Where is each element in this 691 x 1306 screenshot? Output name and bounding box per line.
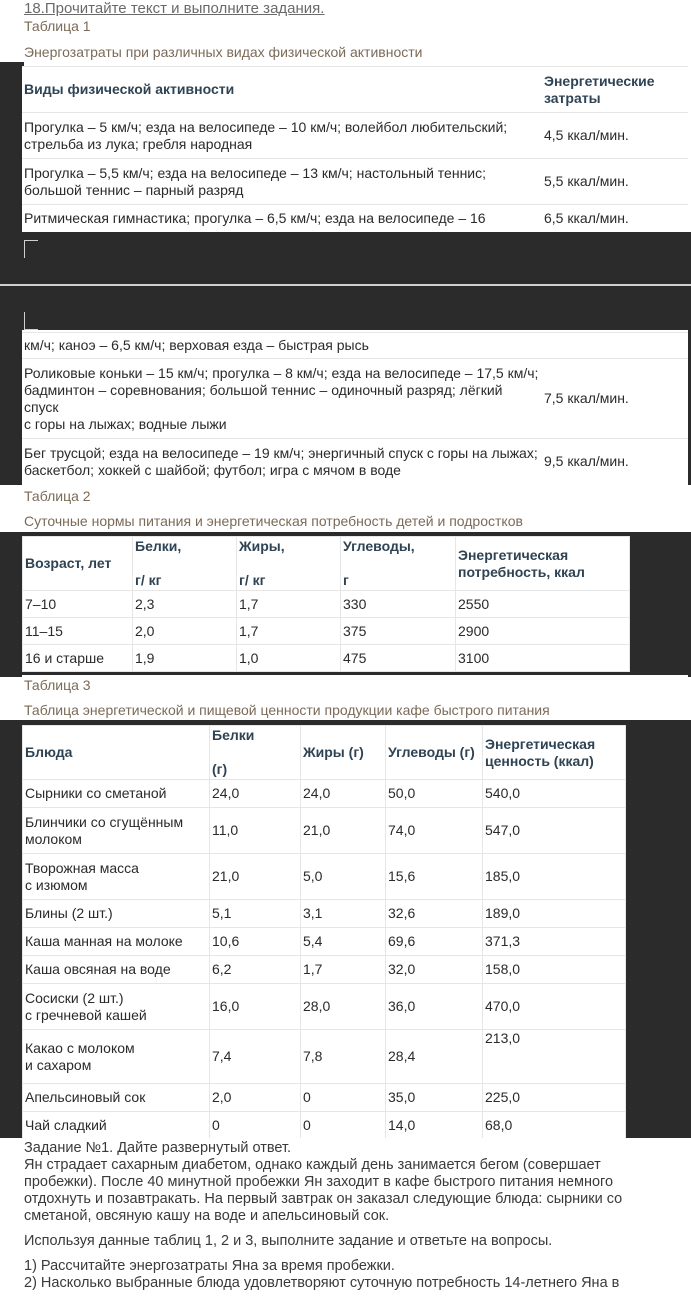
cell: 2,3 bbox=[133, 591, 237, 618]
value-cell: 7,8 bbox=[301, 1030, 386, 1084]
table3 bbox=[22, 725, 626, 1140]
activity-cell: Бег трусцой; езда на велосипеде – 19 км/ч; энергичный спуск с горы на лыжах; баскетбол; хоккей с шайбой; футбол; игра с мячом в воде bbox=[22, 439, 542, 485]
header-protein: Белки (г) bbox=[210, 726, 301, 780]
dish-cell: Блины (2 шт.) bbox=[23, 900, 210, 928]
table-row bbox=[23, 928, 626, 956]
table-row bbox=[22, 439, 688, 485]
value-cell: 1,7 bbox=[301, 956, 386, 984]
crop-mark bbox=[24, 312, 25, 330]
cell: 1,7 bbox=[237, 618, 341, 645]
table-row bbox=[23, 1084, 626, 1112]
value-cell: 21,0 bbox=[210, 854, 301, 900]
value-cell: 24,0 bbox=[210, 780, 301, 808]
value-cell: 50,0 bbox=[386, 780, 483, 808]
value-cell: 10,6 bbox=[210, 928, 301, 956]
value-cell: 189,0 bbox=[483, 900, 626, 928]
activity-cell: Роликовые коньки – 15 км/ч; прогулка – 8 км/ч; езда на велосипеде – 17,5 км/ч; бадминтон – соревнования; большой теннис – одиночный разряд; лёгкий спуск с горы на лыжах; водные лыжи bbox=[22, 359, 542, 439]
value-cell: 547,0 bbox=[483, 808, 626, 854]
page-break bbox=[0, 232, 691, 330]
cell: 2,0 bbox=[133, 618, 237, 645]
value-cell: 5,4 bbox=[301, 928, 386, 956]
task-body: Ян страдает сахарным диабетом, однако каждый день занимается бегом (совершает пробежки). После 40 минутной пробежки Ян заходит в кафе быстрого питания немного отдохнуть и позавтракать. На первый завтрак он заказал следующие блюда: сырники со сметаной, овсяную кашу на воде и апельсиновый сок. bbox=[24, 1157, 623, 1224]
value-cell: 11,0 bbox=[210, 808, 301, 854]
page-break-line bbox=[0, 284, 691, 286]
value-cell: 69,6 bbox=[386, 928, 483, 956]
header-carbs: Углеводы, г bbox=[341, 537, 456, 591]
cell: 330 bbox=[341, 591, 456, 618]
value-cell: 5,0 bbox=[301, 854, 386, 900]
value-cell: 225,0 bbox=[483, 1084, 626, 1112]
table2-header-row bbox=[23, 537, 630, 591]
value-cell: 16,0 bbox=[210, 984, 301, 1030]
dish-cell: Какао с молоком и сахаром bbox=[23, 1030, 210, 1084]
left-margin-dark bbox=[0, 330, 22, 485]
crop-mark bbox=[24, 240, 25, 258]
task-block bbox=[24, 1140, 669, 1292]
header-fat: Жиры, г/ кг bbox=[237, 537, 341, 591]
cell: 16 и старше bbox=[23, 645, 133, 672]
crop-mark bbox=[24, 329, 38, 330]
table2-label: Таблица 2 bbox=[24, 488, 91, 504]
value-cell: 28,0 bbox=[301, 984, 386, 1030]
table3-grid bbox=[22, 725, 626, 1140]
header-fat: Жиры (г) bbox=[301, 726, 386, 780]
table-row bbox=[22, 359, 688, 439]
value-cell: 0 bbox=[210, 1112, 301, 1140]
cell: 375 bbox=[341, 618, 456, 645]
dish-cell: Сосиски (2 шт.) с гречневой кашей bbox=[23, 984, 210, 1030]
task-question-2: 2) Насколько выбранные блюда удовлетворяют суточную потребность 14-летнего Яна в bbox=[24, 1275, 620, 1291]
value-cell: 24,0 bbox=[301, 780, 386, 808]
dish-cell: Каша овсяная на воде bbox=[23, 956, 210, 984]
left-margin-dark bbox=[0, 62, 24, 232]
crop-mark bbox=[24, 240, 38, 241]
task-question-1: 1) Рассчитайте энергозатраты Яна за время пробежки. bbox=[24, 1258, 395, 1274]
cell: 3100 bbox=[456, 645, 630, 672]
energy-cell: 5,5 ккал/мин. bbox=[542, 159, 688, 205]
table-row bbox=[23, 900, 626, 928]
table1-header-energy: Энергетические затраты bbox=[542, 67, 688, 113]
table1-header-row bbox=[22, 67, 688, 113]
table1 bbox=[22, 66, 688, 233]
activity-cell: Прогулка – 5,5 км/ч; езда на велосипеде – 13 км/ч; настольный теннис; большой теннис – парный разряд bbox=[22, 159, 542, 205]
table3-label: Таблица 3 bbox=[24, 677, 91, 693]
value-cell: 2,0 bbox=[210, 1084, 301, 1112]
cell: 1,0 bbox=[237, 645, 341, 672]
energy-cell: 6,5 ккал/мин. bbox=[542, 205, 688, 233]
table1-caption: Энергозатраты при различных видах физической активности bbox=[24, 44, 423, 60]
table-row bbox=[23, 780, 626, 808]
table-row bbox=[23, 1030, 626, 1084]
cell: 1,7 bbox=[237, 591, 341, 618]
table-row bbox=[23, 618, 630, 645]
value-cell: 470,0 bbox=[483, 984, 626, 1030]
value-cell: 158,0 bbox=[483, 956, 626, 984]
dish-cell: Блинчики со сгущённым молоком bbox=[23, 808, 210, 854]
value-cell: 36,0 bbox=[386, 984, 483, 1030]
table-row bbox=[23, 854, 626, 900]
table1-continued bbox=[22, 332, 688, 485]
table-row bbox=[23, 591, 630, 618]
value-cell: 14,0 bbox=[386, 1112, 483, 1140]
activity-cell: км/ч; каноэ – 6,5 км/ч; верховая езда – быстрая рысь bbox=[22, 333, 688, 359]
header-dish: Блюда bbox=[23, 726, 210, 780]
header-energy: Энергетическая потребность, ккал bbox=[456, 537, 630, 591]
table1-label: Таблица 1 bbox=[24, 18, 91, 34]
value-cell: 213,0 bbox=[483, 1030, 626, 1084]
task-instruction: Используя данные таблиц 1, 2 и 3, выполните задание и ответьте на вопросы. bbox=[24, 1233, 553, 1249]
value-cell: 0 bbox=[301, 1084, 386, 1112]
header-protein: Белки, г/ кг bbox=[133, 537, 237, 591]
value-cell: 3,1 bbox=[301, 900, 386, 928]
energy-cell: 4,5 ккал/мин. bbox=[542, 113, 688, 159]
dish-cell: Чай сладкий bbox=[23, 1112, 210, 1140]
table-row bbox=[22, 159, 688, 205]
header-age: Возраст, лет bbox=[23, 537, 133, 591]
activity-cell: Прогулка – 5 км/ч; езда на велосипеде – 10 км/ч; волейбол любительский; стрельба из лука; гребля народная bbox=[22, 113, 542, 159]
table-row bbox=[23, 1112, 626, 1140]
dish-cell: Апельсиновый сок bbox=[23, 1084, 210, 1112]
table-row bbox=[23, 984, 626, 1030]
value-cell: 6,2 bbox=[210, 956, 301, 984]
header-carbs: Углеводы (г) bbox=[386, 726, 483, 780]
table-row bbox=[23, 956, 626, 984]
table2-caption: Суточные нормы питания и энергетическая потребность детей и подростков bbox=[24, 513, 523, 529]
value-cell: 0 bbox=[301, 1112, 386, 1140]
table2-grid bbox=[22, 536, 630, 672]
task-title: Задание №1. Дайте развернутый ответ. bbox=[24, 1140, 292, 1156]
table1-header-activity: Виды физической активности bbox=[22, 67, 542, 113]
cell: 2900 bbox=[456, 618, 630, 645]
cell: 7–10 bbox=[23, 591, 133, 618]
value-cell: 540,0 bbox=[483, 780, 626, 808]
energy-cell: 9,5 ккал/мин. bbox=[542, 439, 688, 485]
table3-caption: Таблица энергетической и пищевой ценности продукции кафе быстрого питания bbox=[24, 702, 550, 718]
value-cell: 74,0 bbox=[386, 808, 483, 854]
value-cell: 5,1 bbox=[210, 900, 301, 928]
value-cell: 7,4 bbox=[210, 1030, 301, 1084]
table-row bbox=[22, 205, 688, 233]
table2 bbox=[22, 536, 630, 672]
dish-cell: Сырники со сметаной bbox=[23, 780, 210, 808]
table-row bbox=[23, 808, 626, 854]
value-cell: 21,0 bbox=[301, 808, 386, 854]
table3-header-row bbox=[23, 726, 626, 780]
table1-grid bbox=[22, 66, 688, 233]
value-cell: 185,0 bbox=[483, 854, 626, 900]
value-cell: 68,0 bbox=[483, 1112, 626, 1140]
cell: 2550 bbox=[456, 591, 630, 618]
dish-cell: Творожная масса с изюмом bbox=[23, 854, 210, 900]
value-cell: 371,3 bbox=[483, 928, 626, 956]
value-cell: 32,6 bbox=[386, 900, 483, 928]
table-row bbox=[23, 645, 630, 672]
value-cell: 35,0 bbox=[386, 1084, 483, 1112]
table-row bbox=[22, 113, 688, 159]
value-cell: 28,4 bbox=[386, 1030, 483, 1084]
header-energy: Энергетическая ценность (ккал) bbox=[483, 726, 626, 780]
table-row bbox=[22, 333, 688, 359]
cell: 11–15 bbox=[23, 618, 133, 645]
energy-cell: 7,5 ккал/мин. bbox=[542, 359, 688, 439]
value-cell: 32,0 bbox=[386, 956, 483, 984]
cell: 1,9 bbox=[133, 645, 237, 672]
activity-cell: Ритмическая гимнастика; прогулка – 6,5 км/ч; езда на велосипеде – 16 bbox=[22, 205, 542, 233]
dish-cell: Каша манная на молоке bbox=[23, 928, 210, 956]
cell: 475 bbox=[341, 645, 456, 672]
page-heading: 18.Прочитайте текст и выполните задания. bbox=[24, 0, 325, 17]
value-cell: 15,6 bbox=[386, 854, 483, 900]
